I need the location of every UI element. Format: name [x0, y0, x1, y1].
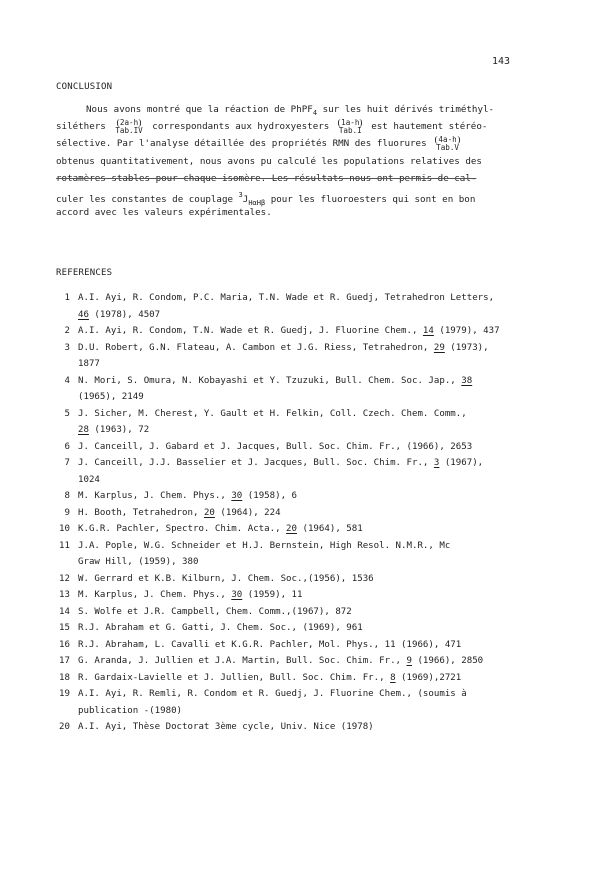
reference-text [78, 686, 467, 703]
reference-number: 5 [64, 408, 70, 419]
reference-line [56, 488, 556, 505]
text-segment: W. Gerrard et K.B. Kilburn, J. Chem. Soc.,(1956), 1536 [78, 573, 374, 584]
volume-number: 38 [461, 375, 473, 386]
text-segment: M. Karplus, J. Chem. Phys., [78, 491, 232, 501]
text-segment: (1964), 224 [214, 507, 281, 518]
reference-number: 1 [64, 293, 70, 303]
reference-number: 15 [59, 623, 70, 633]
reference-entry [56, 670, 556, 687]
reference-entry [56, 406, 556, 439]
text-segment: H. Booth, Tetrahedron, [78, 507, 204, 518]
text-segment: R.J. Abraham et G. Gatti, J. Chem. Soc., (1969), 961 [78, 623, 363, 633]
reference-text [78, 670, 461, 687]
conclusion-line [56, 135, 526, 152]
reference-number: 6 [64, 441, 70, 452]
reference-line [56, 422, 556, 439]
reference-entry [56, 505, 556, 522]
conclusion-heading: CONCLUSION [56, 82, 113, 92]
reference-entry [56, 290, 556, 323]
reference-line [56, 637, 556, 654]
conclusion-line: rotamères stables pour chaque isomère. Les résultats nous ont permis de cal- [56, 172, 477, 184]
text-segment: A.I. Ayi, Thèse Doctorat 3ème cycle, Univ. Nice (1978) [78, 722, 374, 732]
symbol-letter: J [242, 193, 249, 205]
reference-text [78, 422, 149, 439]
text-segment: sélective. Par l'analyse détaillée des propriétés RMN des fluorures [56, 138, 433, 150]
conclusion-line [56, 118, 526, 135]
reference-text [78, 637, 461, 654]
text-segment: (1964), 581 [297, 524, 363, 534]
reference-text [78, 521, 363, 538]
conclusion-paragraph [56, 101, 526, 221]
conclusion-line: accord avec les valeurs expérimentales. [56, 207, 272, 219]
compound-reference [434, 136, 461, 152]
reference-number: 20 [59, 722, 70, 732]
text-segment: (1979), 437 [433, 326, 500, 336]
text-segment: (1973), [444, 342, 489, 353]
reference-line [56, 719, 556, 736]
reference-line [56, 521, 556, 538]
text-segment: 1024 [78, 474, 100, 485]
text-segment: J. Sicher, M. Cherest, Y. Gault et H. Felkin, Coll. Czech. Chem. Comm., [78, 408, 467, 419]
reference-number: 17 [59, 656, 70, 666]
volume-number: 3 [433, 458, 440, 468]
text-segment: N. Mori, S. Omura, N. Kobayashi et Y. Tzuzuki, Bull. Chem. Soc. Jap., [78, 375, 462, 386]
volume-number: 46 [78, 309, 89, 320]
reference-entry [56, 571, 556, 588]
conclusion-line: obtenus quantitativement, nous avons pu calculé les populations relatives des [56, 155, 482, 167]
text-segment: D.U. Robert, G.N. Flateau, A. Cambon et J.G. Riess, Tetrahedron, [78, 342, 434, 353]
reference-line [56, 686, 556, 703]
reference-line [56, 505, 556, 522]
reference-entry [56, 323, 556, 340]
text-segment: M. Karplus, J. Chem. Phys., [78, 590, 232, 600]
reference-text [78, 356, 100, 373]
reference-text [78, 340, 489, 357]
reference-number: 9 [64, 507, 70, 518]
compound-range: 2a-h [117, 119, 141, 127]
text-segment: R.J. Abraham, L. Cavalli et K.G.R. Pachler, Mol. Phys., 11 (1966), 471 [78, 639, 462, 650]
volume-number: 8 [390, 672, 396, 683]
reference-line [56, 538, 556, 555]
reference-line [56, 472, 556, 489]
reference-list [56, 290, 556, 736]
text-segment: J. Canceill, J.J. Basselier et J. Jacques, Bull. Soc. Chim. Fr., [78, 458, 434, 468]
text-segment: 1877 [78, 359, 100, 369]
text-segment: J.A. Pople, W.G. Schneider et H.J. Bernstein, High Resol. N.M.R., Mc [78, 540, 451, 551]
text-segment: G. Aranda, J. Jullien et J.A. Martin, Bull. Soc. Chim. Fr., [78, 656, 407, 666]
volume-number: 30 [231, 590, 243, 600]
reference-text [78, 373, 472, 390]
reference-number: 3 [64, 342, 70, 353]
text-segment: K.G.R. Pachler, Spectro. Chim. Acta., [78, 524, 287, 534]
superscript: 3 [238, 190, 243, 199]
reference-entry [56, 538, 556, 571]
reagent-formula [291, 104, 317, 115]
reference-text [78, 488, 297, 505]
reference-text [78, 290, 494, 307]
reference-entry [56, 439, 556, 456]
text-segment: A.I. Ayi, R. Condom, P.C. Maria, T.N. Wade et R. Guedj, Tetrahedron Letters, [78, 293, 495, 303]
reference-number: 16 [59, 639, 70, 650]
conclusion-line [56, 101, 526, 118]
reference-text [78, 323, 500, 340]
reference-line [56, 670, 556, 687]
reference-text [78, 472, 100, 489]
text-segment: Nous avons montré que la réaction de [86, 104, 291, 115]
reference-line [56, 439, 556, 456]
table-reference: Tab.IV [115, 125, 143, 135]
compound-range: 1a-h [338, 119, 362, 127]
reference-text [78, 587, 303, 604]
text-segment: est hautement stéréo- [365, 121, 488, 133]
text-segment: (1967), [439, 458, 484, 468]
text-segment: A.I. Ayi, R. Remli, R. Condom et R. Guedj, J. Fluorine Chem., (soumis à [78, 689, 467, 699]
compound-range: 4a-h [435, 136, 459, 144]
reference-line [56, 455, 556, 472]
reference-text [78, 439, 472, 456]
formula-text: PhPF [290, 104, 313, 115]
text-segment: (1963), 72 [88, 425, 150, 435]
reference-entry [56, 340, 556, 373]
text-segment: culer les constantes de couplage [56, 193, 239, 205]
reference-text [78, 538, 450, 555]
text-segment: sur les huit dérivés triméthyl- [317, 104, 495, 115]
reference-text [78, 505, 281, 522]
reference-entry [56, 653, 556, 670]
reference-text [78, 604, 352, 621]
reference-text [78, 554, 198, 571]
reference-number: 10 [59, 524, 70, 534]
text-segment: (1958), 6 [242, 491, 298, 501]
subscript: HαHβ [248, 198, 266, 207]
reference-line [56, 373, 556, 390]
reference-entry [56, 637, 556, 654]
reference-text [78, 406, 467, 423]
text-segment: (1965), 2149 [78, 392, 144, 402]
text-segment: Graw Hill, (1959), 380 [78, 557, 199, 567]
text-segment: J. Canceill, J. Gabard et J. Jacques, Bull. Soc. Chim. Fr., (1966), 2653 [78, 441, 473, 452]
table-reference: Tab.V [436, 142, 459, 152]
reference-text [78, 653, 483, 670]
reference-number: 12 [59, 573, 70, 584]
reference-entry [56, 521, 556, 538]
reference-text [78, 455, 483, 472]
reference-line [56, 653, 556, 670]
volume-number: 14 [422, 326, 434, 336]
reference-entry [56, 373, 556, 406]
reference-entry [56, 620, 556, 637]
reference-line [56, 290, 556, 307]
reference-line [56, 307, 556, 324]
reference-number: 11 [59, 540, 70, 551]
reference-number: 4 [64, 375, 70, 386]
reference-line [56, 604, 556, 621]
reference-entry [56, 488, 556, 505]
reference-text [78, 620, 363, 637]
formula-subscript: 4 [312, 109, 318, 117]
reference-entry [56, 604, 556, 621]
text-segment: publication -(1980) [78, 705, 183, 716]
reference-number: 14 [59, 606, 70, 617]
reference-number: 13 [59, 590, 70, 600]
reference-line [56, 406, 556, 423]
volume-number: 28 [78, 425, 89, 435]
volume-number: 9 [406, 656, 412, 666]
reference-number: 19 [59, 689, 70, 699]
text-segment: (1978), 4507 [88, 309, 161, 320]
volume-number: 29 [433, 342, 445, 353]
volume-number: 20 [286, 524, 297, 534]
reference-line [56, 356, 556, 373]
reference-line [56, 389, 556, 406]
text-segment: A.I. Ayi, R. Condom, T.N. Wade et R. Guedj, J. Fluorine Chem., [78, 326, 423, 336]
reference-line [56, 703, 556, 720]
reference-entry [56, 719, 556, 736]
reference-entry [56, 587, 556, 604]
reference-number: 7 [64, 458, 70, 468]
references-heading: REFERENCES [56, 268, 113, 278]
reference-line [56, 620, 556, 637]
reference-line [56, 340, 556, 357]
reference-line [56, 571, 556, 588]
text-segment: (1969),2721 [395, 672, 462, 683]
reference-number: 8 [64, 491, 70, 501]
text-segment: (1959), 11 [242, 590, 303, 600]
compound-reference [113, 119, 144, 135]
table-reference: Tab.I [338, 125, 362, 135]
volume-number: 20 [203, 507, 215, 518]
reference-text [78, 719, 374, 736]
volume-number: 30 [231, 491, 243, 501]
reference-text [78, 703, 182, 720]
reference-line [56, 323, 556, 340]
reference-line [56, 554, 556, 571]
reference-number: 2 [64, 326, 70, 336]
compound-reference [337, 119, 364, 135]
page-number: 143 [492, 56, 511, 67]
reference-entry [56, 686, 556, 719]
text-segment: correspondants aux hydroxyesters [146, 121, 335, 133]
reference-text [78, 571, 374, 588]
text-segment: R. Gardaix-Lavielle et J. Jullien, Bull. Soc. Chim. Fr., [78, 672, 391, 683]
text-segment: (1966), 2850 [411, 656, 484, 666]
reference-number: 18 [59, 672, 70, 683]
reference-entry [56, 455, 556, 488]
conclusion-line [56, 187, 526, 207]
reference-line [56, 587, 556, 604]
text-segment: S. Wolfe et J.R. Campbell, Chem. Comm.,(1967), 872 [78, 606, 352, 617]
reference-text [78, 389, 144, 406]
text-segment: siléthers [56, 121, 112, 133]
reference-text [78, 307, 160, 324]
text-segment: pour les fluoroesters qui sont en bon [265, 193, 476, 205]
